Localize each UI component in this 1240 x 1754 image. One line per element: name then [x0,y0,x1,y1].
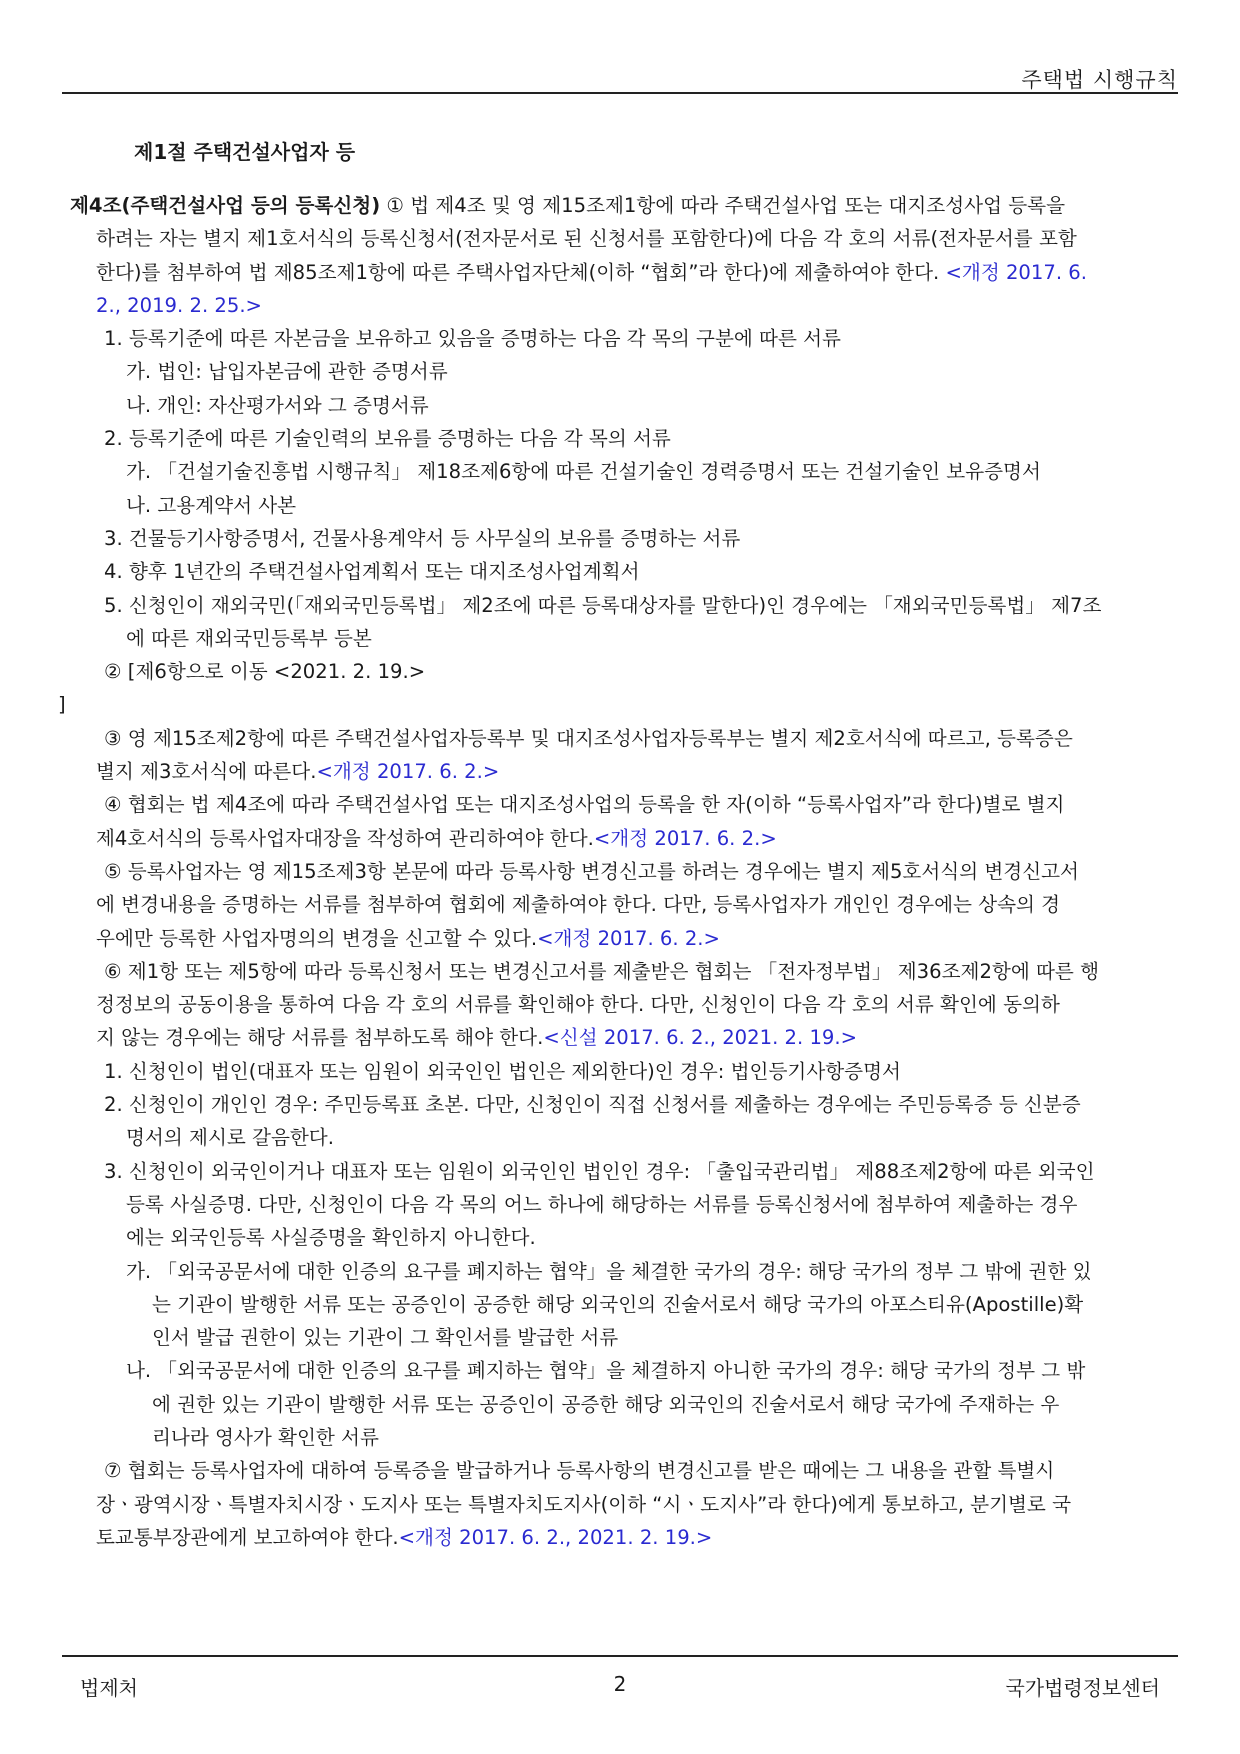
footer-source: 국가법령정보센터 [1005,1676,1160,1700]
paragraph-1-line [70,256,1180,289]
list-item: 1. 등록기준에 따른 자본금을 보유하고 있음을 증명하는 다음 각 목의 구분에 따른 서류 [104,327,841,351]
paragraph-5-line: ⑤ 등록사업자는 영 제15조제3항 본문에 따라 등록사항 변경신고를 하려는 경우에는 별지 제5호서식의 변경신고서 [104,859,1079,883]
paragraph-7-line: 장ㆍ광역시장ㆍ특별자치시장ㆍ도지사 또는 특별자치도지사(이하 “시ㆍ도지사”라 한다)에게 통보하고, 분기별로 국 [96,1492,1072,1516]
list-item: 3. 신청인이 외국인이거나 대표자 또는 임원이 외국인인 법인인 경우: 「출입국관리법」 제88조제2항에 따른 외국인 [104,1159,1095,1183]
sub-list-item: 나. 고용계약서 사본 [126,493,297,517]
sub-list-item-continuation: 는 기관이 발행한 서류 또는 공증인이 공증한 해당 외국인의 진술서로서 해당 국가의 아포스티유(Apostille)확 [152,1292,1084,1316]
paragraph-7-line: ⑦ 협회는 등록사업자에 대하여 등록증을 발급하거나 등록사항의 변경신고를 받은 때에는 그 내용을 관할 특별시 [104,1459,1055,1483]
page-number: 2 [613,1672,627,1696]
footer-divider [62,1655,1178,1657]
paragraph-6-line: 정정보의 공동이용을 통하여 다음 각 호의 서류를 확인해야 한다. 다만, 신청인이 다음 각 호의 서류 확인에 동의하 [96,993,1060,1017]
sub-list-item: 가. 법인: 납입자본금에 관한 증명서류 [126,360,448,384]
sub-list-item-continuation: 인서 발급 권한이 있는 기관이 그 확인서를 발급한 서류 [152,1326,619,1350]
paragraph-1-line: 하려는 자는 별지 제1호서식의 등록신청서(전자문서로 된 신청서를 포함한다)에 다음 각 호의 서류(전자문서를 포함 [96,227,1077,251]
amendment-note: <개정 2017. 6. 2.> [537,926,720,950]
paragraph-4-line: ④ 협회는 법 제4조에 따라 주택건설사업 또는 대지조성사업의 등록을 한 자(이하 “등록사업자”라 한다)별로 별지 [104,793,1065,817]
list-item: 4. 향후 1년간의 주택건설사업계획서 또는 대지조성사업계획서 [104,560,640,584]
sub-list-item-continuation: 리나라 영사가 확인한 서류 [152,1425,379,1449]
running-header-title: 주택법 시행규칙 [1021,68,1178,92]
closing-bracket: ] [58,693,66,717]
amendment-note: <개정 2017. 6. 2.> [593,826,777,850]
paragraph-2: ② [제6항으로 이동 <2021. 2. 19.> [104,660,426,684]
amendment-note: 2., 2019. 2. 25.> [96,293,262,317]
list-item: 3. 건물등기사항증명서, 건물사용계약서 등 사무실의 보유를 증명하는 서류 [104,526,741,550]
sub-list-item: 가. 「건설기술진흥법 시행규칙」 제18조제6항에 따른 건설기술인 경력증명서 또는 건설기술인 보유증명서 [126,460,1041,484]
sub-list-item: 나. 「외국공문서에 대한 인증의 요구를 폐지하는 협약」을 체결하지 아니한 국가의 경우: 해당 국가의 정부 그 밖 [126,1359,1086,1383]
list-item: 2. 신청인이 개인인 경우: 주민등록표 초본. 다만, 신청인이 직접 신청서를 제출하는 경우에는 주민등록증 등 신분증 [104,1093,1081,1117]
list-item: 2. 등록기준에 따른 기술인력의 보유를 증명하는 다음 각 목의 서류 [104,427,671,451]
paragraph-5-line: 에 변경내용을 증명하는 서류를 첨부하여 협회에 제출하여야 한다. 다만, 등록사업자가 개인인 경우에는 상속의 경 [96,893,1061,917]
section-title: 제1절 주택건설사업자 등 [134,140,356,164]
list-item-continuation: 명서의 제시로 갈음한다. [126,1126,334,1150]
footer-publisher: 법제처 [80,1676,138,1700]
paragraph-7-text: 토교통부장관에게 보고하여야 한다. [96,1525,399,1549]
paragraph-6-line [70,1021,1180,1054]
paragraph-1-text: 한다)를 첨부하여 법 제85조제1항에 따른 주택사업자단체(이하 “협회”라 한다)에 제출하여야 한다. [96,260,946,284]
sub-list-item-continuation: 에 권한 있는 기관이 발행한 서류 또는 공증인이 공증한 해당 외국인의 진술서로서 해당 국가에 주재하는 우 [152,1392,1060,1416]
article-heading: 제4조(주택건설사업 등의 등록신청) [70,194,381,217]
amendment-note: <개정 2017. 6. [945,260,1087,284]
amendment-note: <개정 2017. 6. 2., 2021. 2. 19.> [398,1525,713,1549]
header-divider [62,92,1178,94]
list-item: 5. 신청인이 재외국민(「재외국민등록법」 제2조에 따른 등록대상자를 말한다)인 경우에는 「재외국민등록법」 제7조 [104,593,1102,617]
paragraph-4-text: 제4호서식의 등록사업자대장을 작성하여 관리하여야 한다. [96,826,594,850]
paragraph-7-line [70,1521,1180,1554]
paragraph-5-line [70,922,1180,955]
list-item: 1. 신청인이 법인(대표자 또는 임원이 외국인인 법인은 제외한다)인 경우: 법인등기사항증명서 [104,1059,901,1083]
paragraph-6-line: ⑥ 제1항 또는 제5항에 따라 등록신청서 또는 변경신고서를 제출받은 협회는 「전자정부법」 제36조제2항에 따른 행 [104,959,1100,983]
paragraph-1-text: ① 법 제4조 및 영 제15조제1항에 따라 주택건설사업 또는 대지조성사업 등록을 [380,194,1066,217]
paragraph-3-line [70,755,1180,788]
list-item-continuation: 에는 외국인등록 사실증명을 확인하지 아니한다. [126,1226,536,1250]
amendment-note: <개정 2017. 6. 2.> [316,760,500,784]
paragraph-3-line: ③ 영 제15조제2항에 따른 주택건설사업자등록부 및 대지조성사업자등록부는 별지 제2호서식에 따르고, 등록증은 [104,726,1073,750]
list-item-continuation: 등록 사실증명. 다만, 신청인이 다음 각 목의 어느 하나에 해당하는 서류를 등록신청서에 첨부하여 제출하는 경우 [126,1192,1078,1216]
sub-list-item: 가. 「외국공문서에 대한 인증의 요구를 폐지하는 협약」을 체결한 국가의 경우: 해당 국가의 정부 그 밖에 권한 있 [126,1259,1092,1283]
list-item-continuation: 에 따른 재외국민등록부 등본 [126,626,372,650]
paragraph-6-text: 지 않는 경우에는 해당 서류를 첨부하도록 해야 한다. [96,1026,544,1050]
paragraph-5-text: 우에만 등록한 사업자명의의 변경을 신고할 수 있다. [96,926,538,950]
article-4-line [70,189,1180,222]
paragraph-4-line [70,822,1180,855]
sub-list-item: 나. 개인: 자산평가서와 그 증명서류 [126,393,429,417]
amendment-note: <신설 2017. 6. 2., 2021. 2. 19.> [543,1026,858,1050]
paragraph-3-text: 별지 제3호서식에 따른다. [96,760,317,784]
article-body [58,189,1180,1554]
